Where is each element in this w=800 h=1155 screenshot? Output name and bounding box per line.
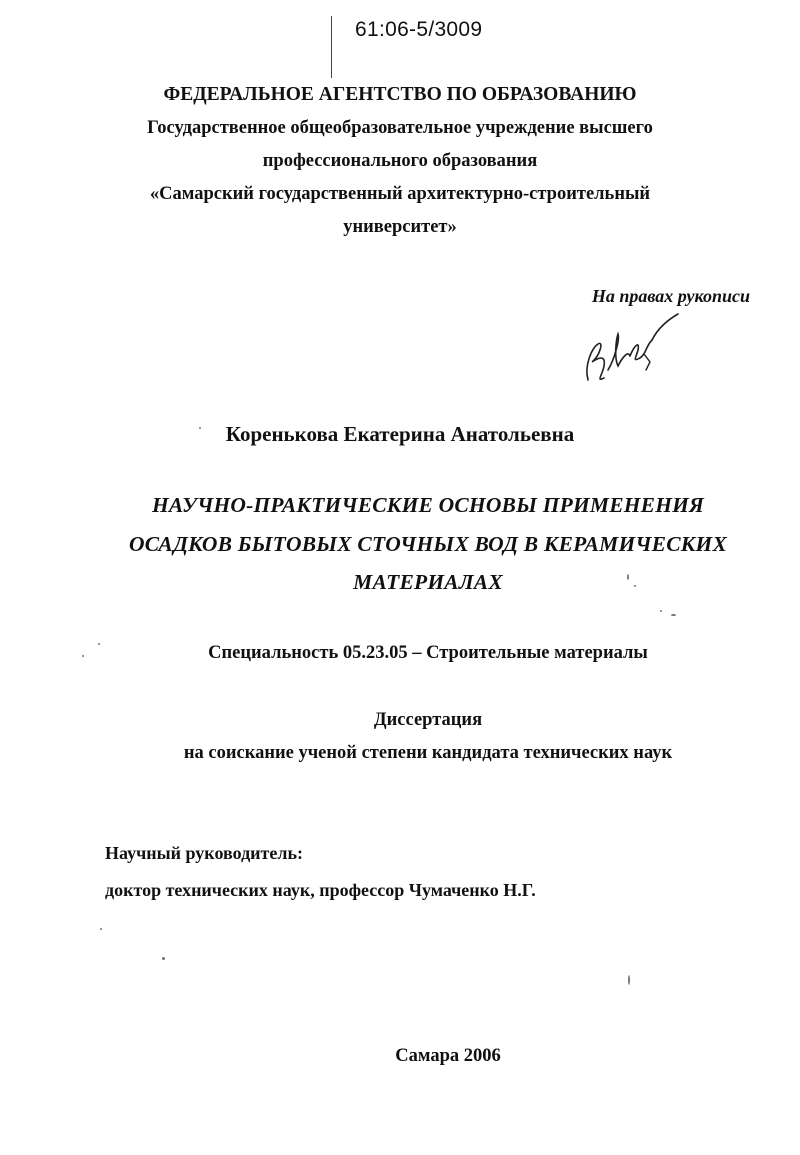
scan-speck (199, 427, 201, 429)
handwritten-signature (574, 310, 684, 388)
institution-line-1: Государственное общеобразовательное учреждение высшего (147, 118, 653, 138)
supervisor-label: Научный руководитель: (105, 843, 303, 863)
institution-line-3: «Самарский государственный архитектурно-строительный (149, 184, 651, 204)
scan-speck (634, 585, 636, 587)
supervisor-name: доктор технических наук, профессор Чумаченко Н.Г. (105, 880, 536, 900)
scan-speck (671, 614, 676, 616)
scan-speck (162, 957, 165, 960)
manuscript-rights-note: На правах рукописи (591, 286, 750, 306)
dissertation-title-line-3: МАТЕРИАЛАХ (353, 570, 503, 594)
institution-line-2: профессионального образования (262, 151, 538, 171)
author-name: Коренькова Екатерина Анатольевна (225, 422, 575, 446)
institution-line-4: университет» (343, 217, 457, 237)
dissertation-label: Диссертация (373, 710, 483, 730)
archive-stamp-rule (331, 16, 332, 78)
scan-speck (627, 574, 629, 580)
scan-speck (100, 928, 102, 930)
agency-name: ФЕДЕРАЛЬНОЕ АГЕНТСТВО ПО ОБРАЗОВАНИЮ (163, 84, 637, 105)
scan-speck (628, 975, 630, 985)
dissertation-title-line-2: ОСАДКОВ БЫТОВЫХ СТОЧНЫХ ВОД В КЕРАМИЧЕСКИХ (128, 532, 728, 556)
scan-speck (660, 610, 662, 612)
archive-code: 61:06-5/3009 (355, 18, 483, 41)
place-and-year: Самара 2006 (395, 1046, 501, 1066)
scan-speck (98, 643, 100, 645)
scan-speck (82, 655, 84, 657)
specialty: Специальность 05.23.05 – Строительные материалы (208, 643, 648, 663)
dissertation-title-line-1: НАУЧНО-ПРАКТИЧЕСКИЕ ОСНОВЫ ПРИМЕНЕНИЯ (151, 493, 705, 517)
dissertation-purpose: на соискание ученой степени кандидата технических наук (183, 743, 673, 763)
